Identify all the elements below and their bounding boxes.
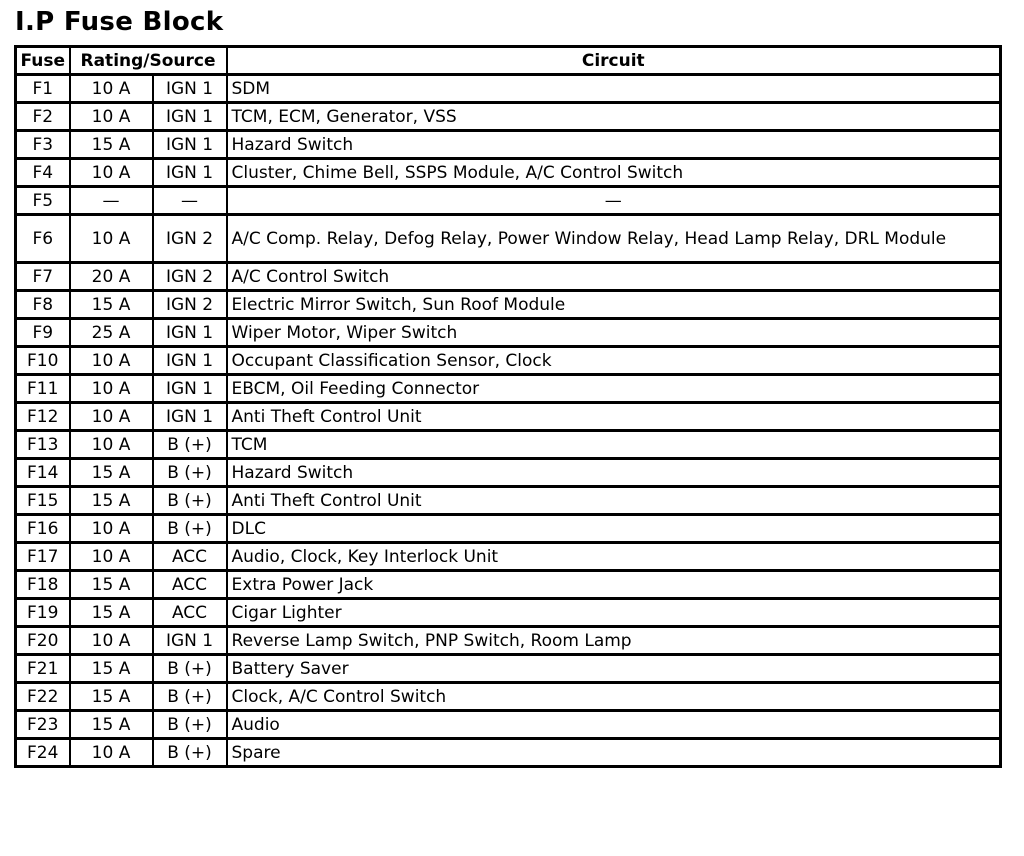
source-cell: — (153, 187, 227, 215)
source-cell: IGN 1 (153, 319, 227, 347)
source-cell: ACC (153, 571, 227, 599)
rating-cell: 10 A (70, 739, 153, 767)
circuit-cell: Electric Mirror Switch, Sun Roof Module (227, 291, 1001, 319)
rating-cell: 15 A (70, 291, 153, 319)
circuit-cell: — (227, 187, 1001, 215)
rating-cell: 10 A (70, 75, 153, 103)
circuit-cell: DLC (227, 515, 1001, 543)
fuse-cell: F13 (16, 431, 70, 459)
circuit-cell: Battery Saver (227, 655, 1001, 683)
rating-cell: 10 A (70, 159, 153, 187)
source-cell: B (+) (153, 431, 227, 459)
fuse-cell: F18 (16, 571, 70, 599)
table-row (16, 375, 1001, 403)
source-cell: ACC (153, 543, 227, 571)
rating-cell: 10 A (70, 347, 153, 375)
circuit-cell: Anti Theft Control Unit (227, 403, 1001, 431)
table-row (16, 215, 1001, 263)
rating-cell: 10 A (70, 543, 153, 571)
header-circuit: Circuit (227, 47, 1001, 75)
fuse-cell: F16 (16, 515, 70, 543)
fuse-cell: F4 (16, 159, 70, 187)
rating-cell: 15 A (70, 459, 153, 487)
fuse-cell: F7 (16, 263, 70, 291)
table-row (16, 431, 1001, 459)
rating-cell: 15 A (70, 487, 153, 515)
rating-cell: 10 A (70, 403, 153, 431)
fuse-cell: F3 (16, 131, 70, 159)
circuit-cell: Occupant Classification Sensor, Clock (227, 347, 1001, 375)
circuit-cell: Hazard Switch (227, 459, 1001, 487)
fuse-cell: F6 (16, 215, 70, 263)
fuse-cell: F12 (16, 403, 70, 431)
rating-cell: 15 A (70, 571, 153, 599)
fuse-table (14, 45, 1002, 768)
table-row (16, 739, 1001, 767)
fuse-cell: F11 (16, 375, 70, 403)
source-cell: B (+) (153, 711, 227, 739)
source-cell: IGN 2 (153, 263, 227, 291)
rating-cell: 15 A (70, 599, 153, 627)
source-cell: B (+) (153, 515, 227, 543)
source-cell: IGN 1 (153, 347, 227, 375)
table-row (16, 103, 1001, 131)
rating-cell: 10 A (70, 215, 153, 263)
table-row (16, 319, 1001, 347)
fuse-cell: F9 (16, 319, 70, 347)
table-row (16, 711, 1001, 739)
circuit-cell: SDM (227, 75, 1001, 103)
source-cell: IGN 2 (153, 291, 227, 319)
table-row (16, 75, 1001, 103)
table-row (16, 291, 1001, 319)
source-cell: IGN 2 (153, 215, 227, 263)
header-rating-source: Rating/Source (70, 47, 227, 75)
rating-cell: 10 A (70, 515, 153, 543)
table-row (16, 543, 1001, 571)
source-cell: IGN 1 (153, 103, 227, 131)
source-cell: IGN 1 (153, 375, 227, 403)
table-row (16, 159, 1001, 187)
circuit-cell: Spare (227, 739, 1001, 767)
fuse-cell: F17 (16, 543, 70, 571)
circuit-cell: EBCM, Oil Feeding Connector (227, 375, 1001, 403)
fuse-cell: F2 (16, 103, 70, 131)
source-cell: IGN 1 (153, 159, 227, 187)
table-row (16, 459, 1001, 487)
table-row (16, 347, 1001, 375)
fuse-cell: F14 (16, 459, 70, 487)
source-cell: IGN 1 (153, 403, 227, 431)
table-row (16, 655, 1001, 683)
source-cell: B (+) (153, 739, 227, 767)
table-row (16, 487, 1001, 515)
fuse-cell: F23 (16, 711, 70, 739)
table-row (16, 571, 1001, 599)
fuse-cell: F22 (16, 683, 70, 711)
rating-cell: 10 A (70, 627, 153, 655)
fuse-cell: F24 (16, 739, 70, 767)
circuit-cell: TCM (227, 431, 1001, 459)
fuse-cell: F15 (16, 487, 70, 515)
table-row (16, 599, 1001, 627)
fuse-cell: F21 (16, 655, 70, 683)
table-row (16, 403, 1001, 431)
table-row (16, 131, 1001, 159)
circuit-cell: Audio (227, 711, 1001, 739)
rating-cell: 15 A (70, 683, 153, 711)
circuit-cell: Clock, A/C Control Switch (227, 683, 1001, 711)
source-cell: B (+) (153, 655, 227, 683)
source-cell: IGN 1 (153, 131, 227, 159)
table-row (16, 263, 1001, 291)
circuit-cell: Cigar Lighter (227, 599, 1001, 627)
rating-cell: 20 A (70, 263, 153, 291)
source-cell: IGN 1 (153, 75, 227, 103)
source-cell: B (+) (153, 683, 227, 711)
rating-cell: 10 A (70, 103, 153, 131)
rating-cell: 15 A (70, 711, 153, 739)
page-title: I.P Fuse Block (15, 7, 224, 37)
circuit-cell: Wiper Motor, Wiper Switch (227, 319, 1001, 347)
rating-cell: 10 A (70, 375, 153, 403)
table-row (16, 187, 1001, 215)
rating-cell: 15 A (70, 131, 153, 159)
header-fuse: Fuse (16, 47, 70, 75)
rating-cell: — (70, 187, 153, 215)
fuse-cell: F20 (16, 627, 70, 655)
rating-cell: 10 A (70, 431, 153, 459)
circuit-cell: A/C Control Switch (227, 263, 1001, 291)
circuit-cell: Hazard Switch (227, 131, 1001, 159)
fuse-cell: F19 (16, 599, 70, 627)
rating-cell: 15 A (70, 655, 153, 683)
source-cell: ACC (153, 599, 227, 627)
fuse-cell: F5 (16, 187, 70, 215)
source-cell: IGN 1 (153, 627, 227, 655)
table-row (16, 683, 1001, 711)
fuse-cell: F8 (16, 291, 70, 319)
table-header-row (16, 47, 1001, 75)
rating-cell: 25 A (70, 319, 153, 347)
circuit-cell: Extra Power Jack (227, 571, 1001, 599)
fuse-cell: F1 (16, 75, 70, 103)
source-cell: B (+) (153, 487, 227, 515)
circuit-cell: Cluster, Chime Bell, SSPS Module, A/C Control Switch (227, 159, 1001, 187)
circuit-cell: A/C Comp. Relay, Defog Relay, Power Window Relay, Head Lamp Relay, DRL Module (227, 215, 1001, 263)
fuse-cell: F10 (16, 347, 70, 375)
source-cell: B (+) (153, 459, 227, 487)
circuit-cell: Reverse Lamp Switch, PNP Switch, Room Lamp (227, 627, 1001, 655)
table-body (16, 75, 1001, 767)
circuit-cell: TCM, ECM, Generator, VSS (227, 103, 1001, 131)
circuit-cell: Audio, Clock, Key Interlock Unit (227, 543, 1001, 571)
table-row (16, 627, 1001, 655)
table-row (16, 515, 1001, 543)
circuit-cell: Anti Theft Control Unit (227, 487, 1001, 515)
